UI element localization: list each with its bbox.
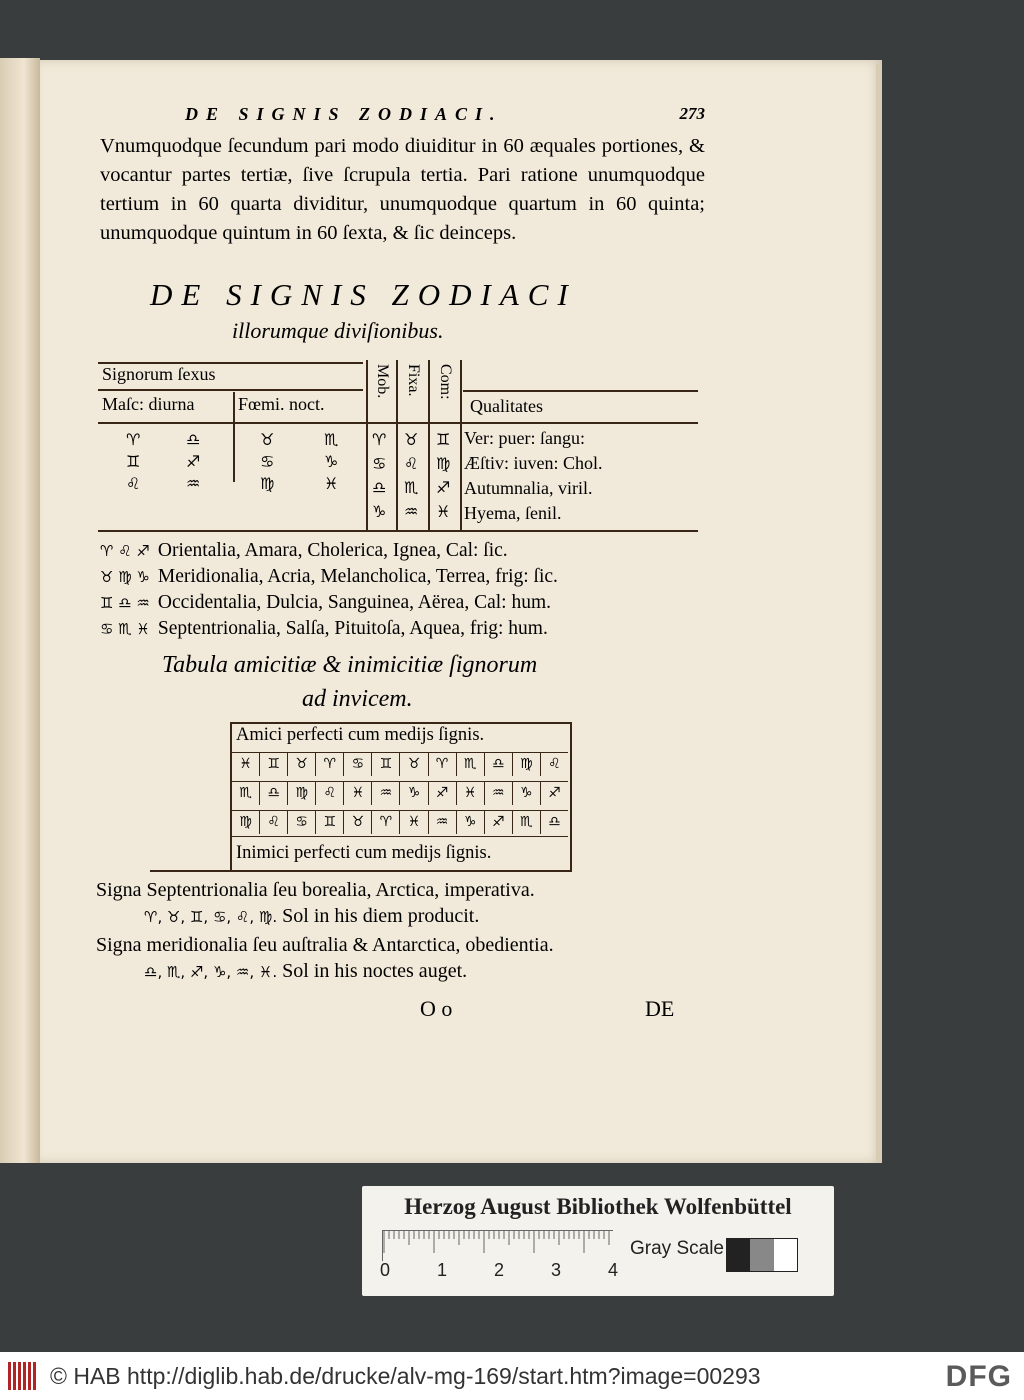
table2-footer: Inimici perfecti cum medijs ſignis. [236, 843, 492, 863]
table-cell: ♏ [457, 753, 485, 776]
table-cell: ♎ [260, 782, 288, 805]
table-rule [98, 389, 363, 391]
sign-list: ♎, ♏, ♐, ♑, ♒, ♓. [144, 963, 278, 981]
table-cell: ♊ [260, 753, 288, 776]
closing-lines [96, 877, 696, 985]
signs-table [98, 356, 698, 532]
qualitas-row: Ver: puer: ſangu: [464, 428, 585, 448]
gray-swatch [750, 1239, 773, 1271]
table-cell: ♎ [485, 753, 513, 776]
table-cell: ♋ [344, 753, 372, 776]
scale-ruler [382, 1230, 613, 1261]
masc-sign: ♒ [186, 474, 201, 493]
credit-bar [0, 1352, 1024, 1400]
table-cell: ♈ [372, 811, 400, 834]
table-cell: ♐ [485, 811, 513, 834]
table-cell: ♌ [316, 782, 344, 805]
table-row [232, 810, 568, 834]
table-cell: ♈ [316, 753, 344, 776]
table-footer-row [232, 836, 568, 869]
table-cell: ♉ [288, 753, 316, 776]
masc-sign: ♌ [126, 474, 141, 493]
sign-group-text: Meridionalia, Acria, Melancholica, Terrea, frig: ſic. [157, 566, 558, 587]
table-cell: ♋ [288, 811, 316, 834]
table-cell: ♒ [372, 782, 400, 805]
col-header-com: Com: [437, 364, 454, 400]
foem-sign: ♑ [324, 452, 339, 471]
page-number: 273 [679, 104, 705, 123]
mob-sign: ♑ [372, 502, 387, 521]
mob-sign: ♎ [372, 478, 387, 497]
table-rule [463, 390, 698, 392]
hab-logo-icon [8, 1362, 36, 1390]
sign-qualities-list [100, 538, 700, 642]
scale-number: 0 [380, 1260, 391, 1280]
col-header-foem: Fœmi. noct. [238, 394, 325, 414]
table-cell: ♍ [288, 782, 316, 805]
list-item [100, 616, 700, 642]
fixa-sign: ♒ [404, 502, 419, 521]
section-title: DE SIGNIS ZODIACI [150, 277, 577, 312]
table-cell: ♌ [548, 756, 561, 772]
foem-sign: ♏ [324, 430, 339, 449]
table2-title: Tabula amicitiæ & inimicitiæ ſignorum [162, 652, 538, 678]
table-rule [98, 530, 698, 532]
south-signs-detail [96, 958, 696, 985]
table-rule [428, 360, 430, 530]
list-item [100, 538, 700, 564]
table-cell: ♎ [548, 814, 561, 830]
sign-group: ♊ ♎ ♒ [100, 594, 150, 612]
section-subtitle: illorumque diviſionibus. [232, 318, 444, 343]
col-header-qualitates: Qualitates [470, 396, 543, 416]
fixa-sign: ♌ [404, 454, 419, 473]
com-sign: ♐ [436, 478, 451, 497]
masc-sign: ♊ [126, 452, 141, 471]
qualitas-row: Hyema, ſenil. [464, 503, 562, 523]
table-cell: ♐ [548, 785, 561, 801]
running-head [185, 104, 705, 125]
sign-group: ♉ ♍ ♑ [100, 568, 150, 586]
south-signs-line: Signa meridionalia ſeu auſtralia & Antarctica, obedientia. [96, 934, 554, 956]
body-paragraph: Vnumquodque ſecundum pari modo diuiditur in 60 æquales portiones, & vocantur partes tertiæ, ſive ſcrupula tertia. Pari ratione unumquodque tertium in 60 quarta dividitur, unumquodque quartum in 60 quinta; unumquodque quintum in 60 ſexta, & ſic deinceps. [100, 135, 705, 244]
sign-group-text: Orientalia, Amara, Cholerica, Ignea, Cal: ſic. [157, 540, 508, 561]
table-cell: ♒ [429, 811, 457, 834]
table-cell: ♌ [260, 811, 288, 834]
table-cell: ♊ [372, 753, 400, 776]
foem-sign: ♍ [260, 474, 275, 493]
fixa-sign: ♏ [404, 478, 419, 497]
table-rule [150, 870, 570, 872]
signature-mark: O o [420, 996, 453, 1021]
fixa-sign: ♉ [404, 430, 419, 449]
table-cell: ♓ [457, 782, 485, 805]
masc-sign: ♐ [186, 452, 201, 471]
north-signs-detail [96, 903, 696, 930]
catchword: DE [645, 996, 675, 1021]
table-cell: ♒ [485, 782, 513, 805]
table2-header: Amici perfecti cum medijs ſignis. [236, 725, 485, 745]
foem-sign: ♉ [260, 430, 275, 449]
qualitas-row: Æſtiv: iuven: Chol. [464, 453, 603, 473]
list-item [100, 590, 700, 616]
mob-sign: ♋ [372, 454, 387, 473]
table-cell: ♏ [513, 811, 541, 834]
table-cell: ♐ [429, 782, 457, 805]
com-sign: ♊ [436, 430, 451, 449]
col-header-sexus: Signorum ſexus [102, 364, 216, 384]
table-cell: ♍ [513, 753, 541, 776]
table-rule [460, 360, 462, 530]
table-row [232, 752, 568, 776]
sign-list: ♈, ♉, ♊, ♋, ♌, ♍. [144, 908, 278, 926]
table-cell: ♓ [400, 811, 428, 834]
col-header-mob: Mob. [374, 364, 391, 399]
table-cell: ♊ [316, 811, 344, 834]
col-header-masc: Maſc: diurna [102, 394, 195, 414]
masc-sign: ♎ [186, 430, 201, 449]
table-rule [366, 360, 368, 530]
table-row [232, 781, 568, 805]
sol-note: Sol in his noctes auget. [282, 960, 468, 982]
table-cell: ♓ [232, 753, 260, 776]
list-item [100, 564, 700, 590]
page-edge [876, 64, 882, 1162]
scale-number: 4 [608, 1260, 619, 1280]
running-head-title: DE SIGNIS ZODIACI. [185, 104, 503, 124]
table-cell: ♑ [457, 811, 485, 834]
com-sign: ♍ [436, 454, 451, 473]
table-rule [396, 360, 398, 530]
col-header-fixa: Fixa. [405, 364, 422, 397]
qualitas-row: Autumnalia, viril. [464, 478, 593, 498]
com-sign: ♓ [436, 502, 451, 521]
ruler-ticks [383, 1231, 613, 1261]
sign-group: ♋ ♏ ♓ [100, 620, 150, 638]
north-signs-line: Signa Septentrionalia ſeu borealia, Arctica, imperativa. [96, 879, 535, 901]
table-cell: ♈ [429, 753, 457, 776]
mob-sign: ♈ [372, 430, 387, 449]
gray-swatch [727, 1239, 750, 1271]
scale-numbers [380, 1260, 665, 1281]
scale-number: 1 [437, 1260, 448, 1280]
scale-number: 2 [494, 1260, 505, 1280]
sign-group: ♈ ♌ ♐ [100, 542, 150, 560]
gray-scale-label: Gray Scale [630, 1238, 724, 1259]
sol-note: Sol in his diem producit. [282, 905, 480, 927]
table-rule [98, 422, 698, 424]
facing-page-edge [0, 58, 40, 1163]
library-color-card [362, 1186, 834, 1296]
table-cell: ♏ [232, 782, 260, 805]
scale-number: 3 [551, 1260, 562, 1280]
table-cell: ♑ [400, 782, 428, 805]
table-rule [233, 392, 235, 482]
credit-link[interactable]: © HAB http://diglib.hab.de/drucke/alv-mg-169/start.htm?image=00293 [50, 1362, 761, 1389]
table-cell: ♍ [232, 811, 260, 834]
table-cell: ♓ [344, 782, 372, 805]
foem-sign: ♋ [260, 452, 275, 471]
sign-group-text: Septentrionalia, Salſa, Pituitoſa, Aquea, frig: hum. [157, 618, 548, 639]
table2-subtitle: ad invicem. [302, 686, 413, 712]
dfg-logo: DFG [945, 1360, 1012, 1393]
sign-group-text: Occidentalia, Dulcia, Sanguinea, Aërea, Cal: hum. [157, 592, 552, 613]
friendship-table [230, 722, 570, 870]
table-cell: ♉ [400, 753, 428, 776]
library-name: Herzog August Bibliothek Wolfenbüttel [404, 1194, 792, 1219]
gray-swatch [774, 1239, 797, 1271]
masc-sign: ♈ [126, 430, 141, 449]
table-cell: ♉ [344, 811, 372, 834]
table-cell: ♑ [513, 782, 541, 805]
foem-sign: ♓ [324, 474, 339, 493]
gray-scale-swatches [726, 1238, 798, 1272]
